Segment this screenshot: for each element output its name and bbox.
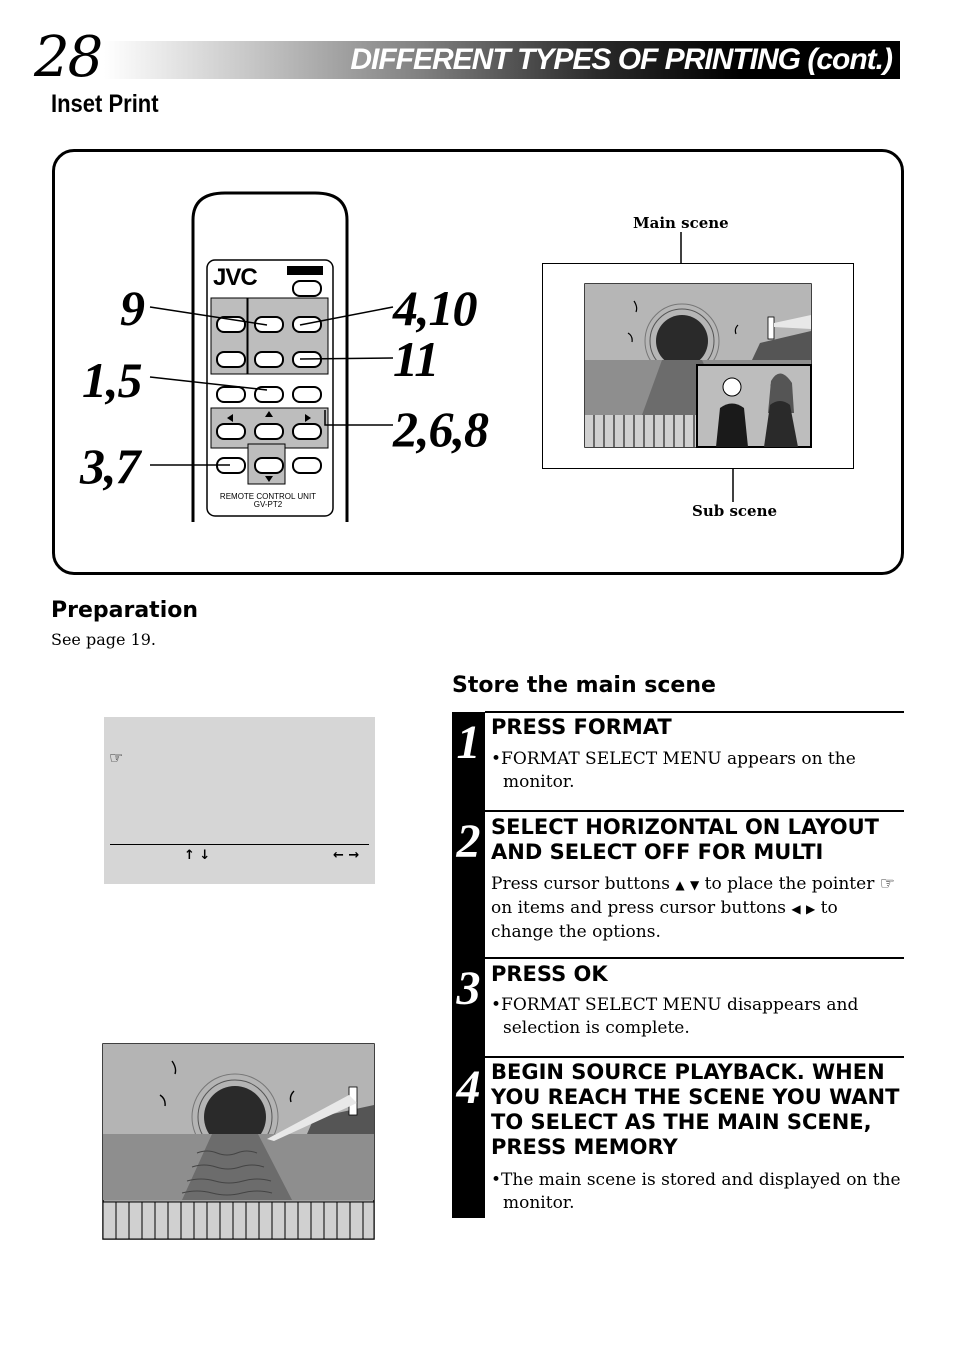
main-scene-label: Main scene	[633, 214, 729, 232]
down-arrow-icon: ▼	[690, 878, 700, 892]
step-1-number: 1	[456, 716, 481, 769]
step-2-text-c: on items and press cursor buttons	[491, 898, 792, 918]
step-3-number: 3	[456, 962, 481, 1015]
menu-nav-updown: ↑ ↓	[184, 848, 211, 863]
step-1-rule	[485, 711, 904, 713]
step-3-heading: PRESS OK	[491, 962, 608, 986]
callout-1-5: 1,5	[82, 352, 142, 408]
step-number-bar	[452, 712, 485, 1218]
menu-divider	[110, 844, 369, 845]
step-1-heading: PRESS FORMAT	[491, 715, 672, 739]
leader-1-5	[150, 377, 267, 390]
step-3-body: •FORMAT SELECT MENU disappears and selection is complete.	[491, 995, 859, 1038]
stored-main-scene-image	[102, 1043, 375, 1240]
step-2-body	[491, 873, 896, 944]
leader-11	[300, 358, 393, 359]
menu-pointer-icon: ☞	[109, 748, 124, 767]
callout-2-6-8: 2,6,8	[393, 401, 488, 457]
step-2-text-d: to change the options.	[491, 898, 838, 942]
preparation-title: Preparation	[51, 598, 199, 623]
callout-9: 9	[120, 280, 144, 336]
leader-4-10	[300, 307, 393, 325]
step-2-number: 2	[456, 815, 481, 868]
up-arrow-icon: ▲	[675, 878, 685, 892]
page-title: DIFFERENT TYPES OF PRINTING (cont.)	[350, 43, 892, 76]
left-arrow-icon: ◀	[791, 902, 801, 916]
step-1-body: •FORMAT SELECT MENU appears on the monitor.	[491, 749, 856, 792]
step-4-number: 4	[456, 1061, 481, 1114]
right-arrow-icon: ▶	[806, 902, 816, 916]
menu-nav-leftright: ← →	[333, 848, 360, 863]
page-number: 28	[34, 25, 102, 90]
step-3-rule	[485, 957, 904, 959]
inset-print-layout	[542, 263, 854, 470]
step-4-body: •The main scene is stored and displayed on the monitor.	[491, 1170, 901, 1213]
brand-logo: JVC	[213, 264, 257, 291]
format-select-menu-screen	[104, 717, 375, 884]
callout-11: 11	[393, 331, 439, 387]
leader-9	[150, 307, 267, 325]
store-main-scene-title: Store the main scene	[452, 673, 716, 698]
sub-scene-image	[697, 365, 811, 447]
step-2-heading: SELECT HORIZONTAL ON LAYOUT AND SELECT OFF FOR MULTI	[491, 815, 879, 864]
step-4-heading: BEGIN SOURCE PLAYBACK. WHEN YOU REACH THE SCENE YOU WANT TO SELECT AS THE MAIN SCENE, PRESS MEMORY	[491, 1060, 900, 1159]
leader-2-6-8	[325, 410, 393, 425]
step-2-text-a: Press cursor buttons	[491, 874, 676, 894]
remote-label-line1: REMOTE CONTROL UNIT	[219, 492, 317, 501]
section-title: Inset Print	[51, 90, 159, 118]
preparation-text: See page 19.	[51, 630, 157, 649]
sub-scene-label: Sub scene	[692, 502, 778, 520]
step-4-rule	[485, 1056, 904, 1058]
step-2-rule	[485, 810, 904, 812]
callout-3-7: 3,7	[80, 438, 140, 494]
step-2-text-b: to place the pointer	[699, 874, 880, 894]
pointer-icon: ☞	[879, 874, 895, 894]
callout-4-10: 4,10	[393, 280, 477, 336]
remote-label-line2: GV-PT2	[253, 500, 283, 509]
